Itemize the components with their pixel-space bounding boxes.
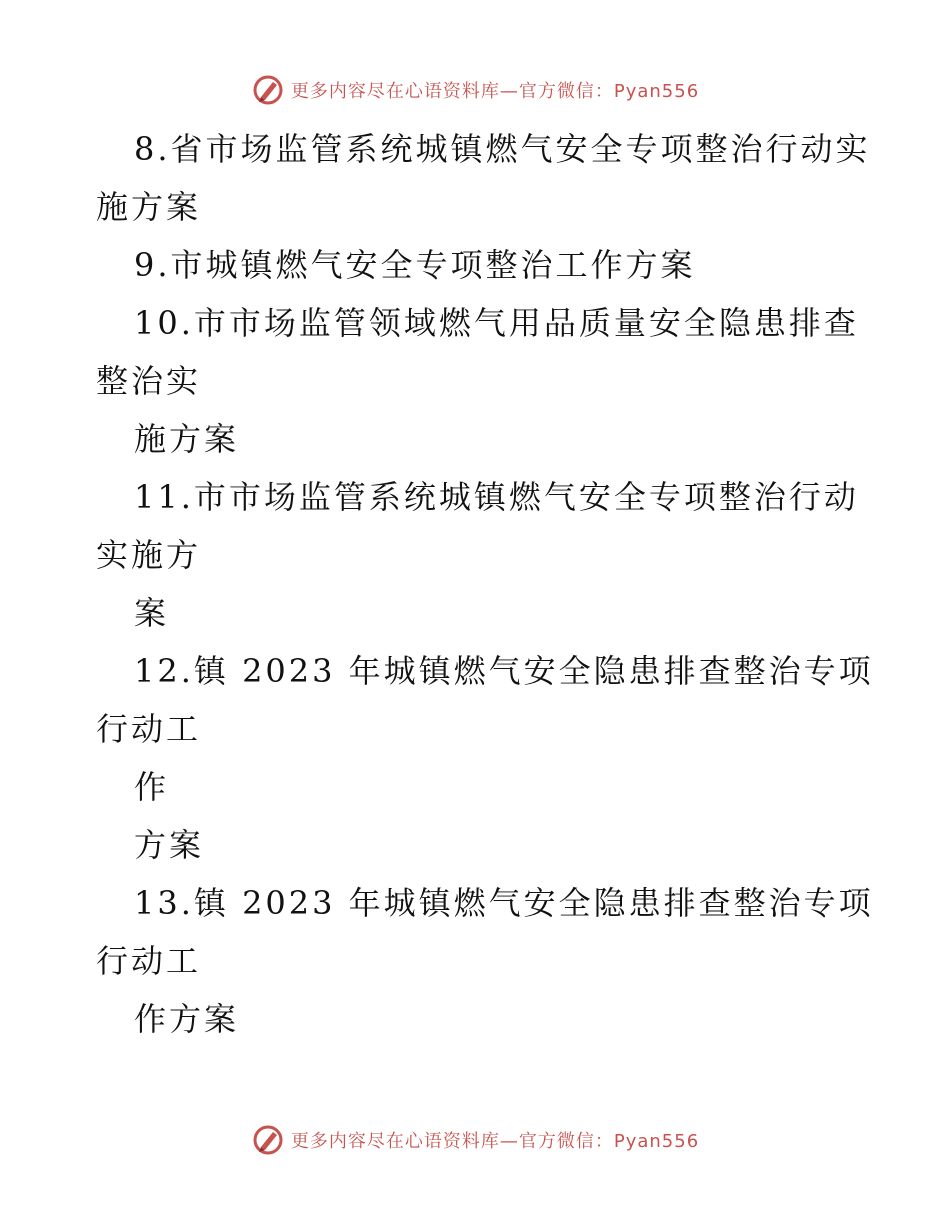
header-watermark-text: 更多内容尽在心语资料库—官方微信：Pyan556 <box>290 81 700 102</box>
document-line: 作 <box>134 768 170 806</box>
document-line: 施方案 <box>96 188 202 226</box>
document-line: 实施方 <box>96 536 202 574</box>
document-line: 9.市城镇燃气安全专项整治工作方案 <box>134 246 696 284</box>
document-line: 行动工 <box>96 710 202 748</box>
header-watermark-banner <box>0 70 950 110</box>
document-line: 13.镇 2023 年城镇燃气安全隐患排查整治专项 <box>134 884 874 922</box>
document-line: 整治实 <box>96 362 202 400</box>
document-body <box>96 120 876 1048</box>
footer-watermark-text: 更多内容尽在心语资料库—官方微信：Pyan556 <box>290 1131 700 1152</box>
document-line: 行动工 <box>96 942 202 980</box>
footer-watermark-banner <box>0 1120 950 1160</box>
document-line: 12.镇 2023 年城镇燃气安全隐患排查整治专项 <box>134 652 874 690</box>
pen-in-circle-icon <box>251 1123 285 1157</box>
document-line: 11.市市场监管系统城镇燃气安全专项整治行动 <box>134 478 859 516</box>
pen-in-circle-icon <box>251 73 285 107</box>
document-line: 案 <box>134 594 170 632</box>
document-line: 作方案 <box>134 1000 240 1038</box>
document-line: 方案 <box>134 826 205 864</box>
document-line: 8.省市场监管系统城镇燃气安全专项整治行动实 <box>134 130 871 168</box>
document-line: 10.市市场监管领域燃气用品质量安全隐患排查 <box>134 304 859 342</box>
document-line: 施方案 <box>134 420 240 458</box>
